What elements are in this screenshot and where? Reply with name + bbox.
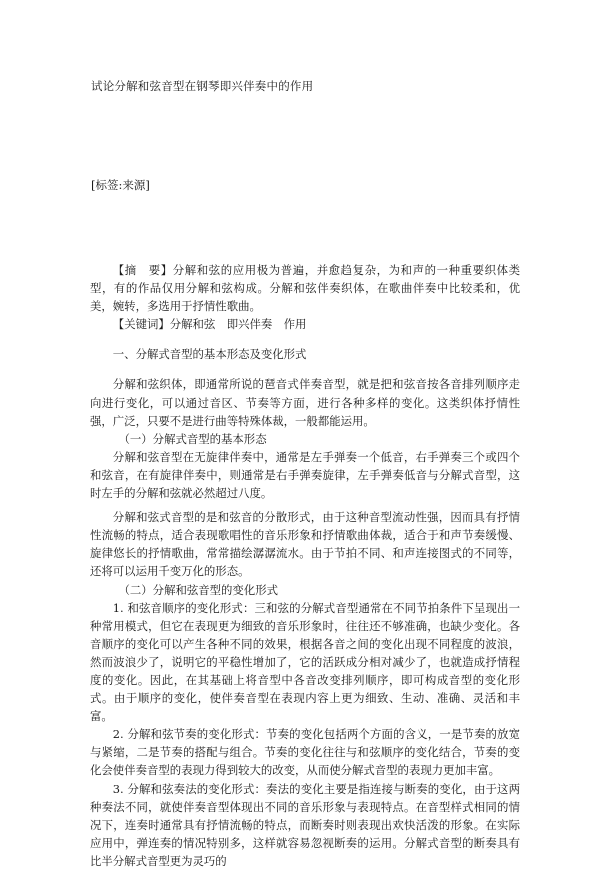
subsection-1-paragraph-2: 分解和弦式音型的是和弦音的分散形式，由于这种音型流动性强，因而具有抒情性流畅的特点，适合表现歌唱性的音乐形象和抒情歌曲体裁，适合于和声节奏缓慢、旋律悠长的抒情歌曲，常常描绘潺潺流水。由于节拍不同、和声连接图式的不同等，还将可以运用千变万化的形态。 (90, 510, 520, 579)
keywords-line: 【关键词】分解和弦 即兴伴奏 作用 (112, 317, 307, 332)
list-item-3: 3. 分解和弦奏法的变化形式：奏法的变化主要是指连接与断奏的变化，由于这两种奏法不同，就使伴奏音型体现出不同的音乐形象与表现特点。在音型样式相同的情况下，连奏时通常具有抒情流畅的特点，而断奏时则表现出欢快活泼的形象。在实际应用中，弹连奏的情况特别多，这样就容易忽视断奏的运用。分解式音型的断奏具有比半分解式音型更为灵巧的 (90, 781, 520, 868)
abstract-paragraph: 【摘 要】分解和弦的应用极为普遍，并愈趋复杂，为和声的一种重要织体类型，有的作品仅用分解和弦构成。分解和弦伴奏织体，在歌曲伴奏中比较柔和，优美，婉转，多选用于抒情性歌曲。 (90, 263, 520, 314)
section-intro-paragraph: 分解和弦织体，即通常所说的琶音式伴奏音型，就是把和弦音按各音排列顺序走向进行变化，可以通过音区、节奏等方面，进行各种多样的变化。这类织体抒情性强，广泛，只要不是进行曲等特殊体裁，一般都能运用。 (90, 377, 520, 428)
subsection-heading-2: （二）分解和弦音型的变化形式 (118, 582, 278, 597)
subsection-1-paragraph-1: 分解和弦音型在无旋律伴奏中，通常是左手弹奏一个低音，右手弹奏三个或四个和弦音，在有旋律伴奏中，则通常是右手弹奏旋律，左手弹奏低音与分解式音型，这时左手的分解和弦就必然超过八度。 (90, 449, 520, 501)
source-tag: [标签:来源] (91, 178, 150, 192)
list-item-1: 1. 和弦音顺序的变化形式：三和弦的分解式音型通常在不同节拍条件下呈现出一种常用模式，但它在表现更为细致的音乐形象时，往往还不够准确，也缺少变化。各音顺序的变化可以产生各种不同的效果，根据各音之间的变化出现不同程度的波浪，然而波浪少了，说明它的平稳性增加了，它的活跃成分相对减少了，也就造成抒情程度的变化。因此，在其基础上将音型中各音改变排列顺序，即可构成音型的变化形式。由于顺序的变化，使伴奏音型在表现内容上更为细致、生动、准确、灵活和丰富。 (90, 600, 520, 724)
subsection-heading-1: （一）分解式音型的基本形态 (118, 431, 267, 446)
article-body (90, 261, 520, 870)
document-title: 试论分解和弦音型在钢琴即兴伴奏中的作用 (91, 79, 314, 93)
section-heading: 一、分解式音型的基本形态及变化形式 (112, 347, 307, 362)
list-item-2: 2. 分解和弦节奏的变化形式：节奏的变化包括两个方面的含义，一是节奏的放宽与紧缩，二是节奏的搭配与组合。节奏的变化往往与和弦顺序的变化结合，节奏的变化会使伴奏音型的表现力得到较大的改变，从而使分解式音型的表现力更加丰富。 (90, 727, 520, 778)
